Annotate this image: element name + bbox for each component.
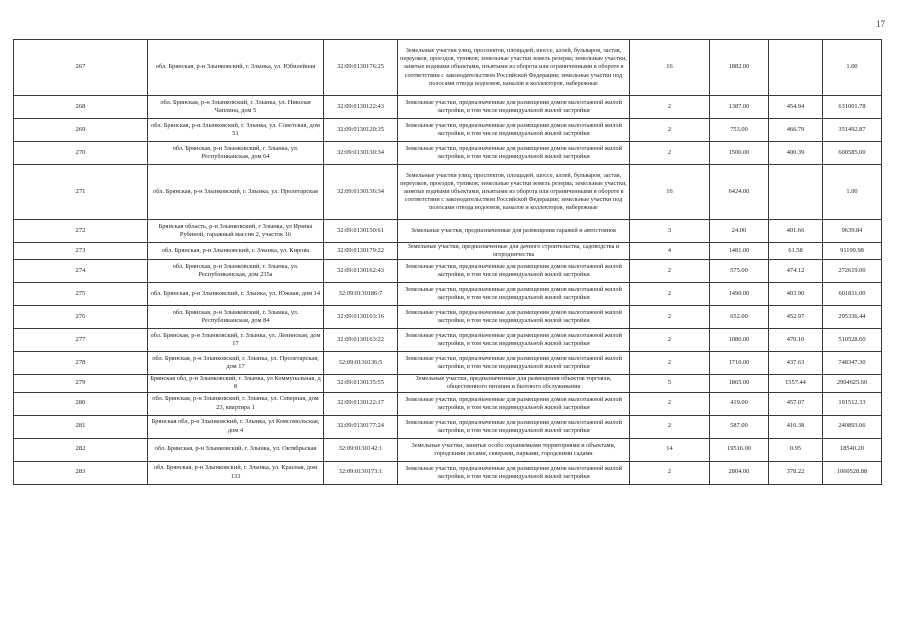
cadastral-number: 32:09:0130120:35 (324, 119, 398, 142)
table-row (14, 438, 882, 461)
page-number: 17 (876, 19, 885, 29)
specific-value (769, 165, 823, 220)
specific-value: 470.10 (769, 329, 823, 352)
land-use-purpose: Земельные участки улиц, проспектов, площадей, шоссе, аллей, бульваров, застав, переулков, проездов, тупиков; земельные участки земель резерва; земельные участки, занятые водными объектами, изъятыми из оборота или ограниченными в обороте в соответствии с законодательством Российской Федерации; земельные участки под полосами отвода водоемов, каналов и коллекторов, набережные (398, 165, 630, 220)
land-use-group-code: 3 (630, 220, 710, 243)
specific-value (769, 40, 823, 96)
row-number: 278 (14, 352, 148, 375)
area-value: 1086.00 (710, 329, 769, 352)
cadastral-number: 32:09:0130136:34 (324, 165, 398, 220)
address-cell: обл. Брянская, р-н Злынковский, г. Злынка, ул. Николая Чаплина, дом 5 (148, 96, 324, 119)
area-value: 19516.00 (710, 438, 769, 461)
row-number: 267 (14, 40, 148, 96)
cadastral-value: 91199.98 (823, 243, 882, 260)
row-number: 268 (14, 96, 148, 119)
specific-value: 457.07 (769, 392, 823, 415)
land-use-purpose: Земельные участки, предназначенные для дачного строительства, садоводства и огородничества (398, 243, 630, 260)
row-number: 279 (14, 375, 148, 392)
land-use-group-code: 2 (630, 260, 710, 283)
row-number: 272 (14, 220, 148, 243)
specific-value: 466.79 (769, 119, 823, 142)
table-row (14, 142, 882, 165)
land-use-group-code: 16 (630, 165, 710, 220)
address-cell: обл. Брянская, р-н Злынковский, г. Злынка, ул. Республиканская, дом 235а (148, 260, 324, 283)
cadastral-value: 631001.78 (823, 96, 882, 119)
cadastral-number: 32:09:0130179:22 (324, 243, 398, 260)
address-cell: обл. Брянская, р-н Злынковский, г. Злынка, ул. Республиканская, дом 84 (148, 306, 324, 329)
address-cell: обл. Брянская, р-н Злынковский, г. Злынка, ул. Республиканская, дом 64 (148, 142, 324, 165)
land-use-purpose: Земельные участки, предназначенные для размещения гаражей и автостоянок (398, 220, 630, 243)
cadastral-value: 9639.84 (823, 220, 882, 243)
land-use-purpose: Земельные участки, предназначенные для размещения домов малоэтажной жилой застройки, в том числе индивидуальной жилой застройки (398, 119, 630, 142)
cadastral-number: 32:09:0130136:5 (324, 352, 398, 375)
table-row (14, 306, 882, 329)
land-use-purpose: Земельные участки, предназначенные для размещения домов малоэтажной жилой застройки, в том числе индивидуальной жилой застройки (398, 283, 630, 306)
specific-value: 410.38 (769, 415, 823, 438)
address-cell: Брянская область, р-н Злынковский, г Злынка, ул Ирины Рубиной, гаражный массив 2, участок 16 (148, 220, 324, 243)
land-use-purpose: Земельные участки, занятые особо охраняемыми территориями и объектами, городскими лесами, скверами, парками, городскими садами (398, 438, 630, 461)
row-number: 270 (14, 142, 148, 165)
specific-value: 0.95 (769, 438, 823, 461)
land-use-group-code: 2 (630, 461, 710, 484)
cadastral-value: 600585.00 (823, 142, 882, 165)
area-value: 1387.00 (710, 96, 769, 119)
land-use-purpose: Земельные участки, предназначенные для размещения домов малоэтажной жилой застройки, в том числе индивидуальной жилой застройки (398, 461, 630, 484)
land-use-group-code: 2 (630, 329, 710, 352)
address-cell: обл. Брянская, р-н Злынковский, г. Злынка, ул. Пролетарская (148, 165, 324, 220)
area-value: 24.00 (710, 220, 769, 243)
specific-value: 403.90 (769, 283, 823, 306)
address-cell: обл. Брянская, р-н Злынковский, г. Злынка, ул. Юбилейная (148, 40, 324, 96)
address-cell: Брянская обл, р-н Злынковский, г. Злынка, ул Коммунальная, д 8 (148, 375, 324, 392)
cadastral-number: 32:09:0130122:17 (324, 392, 398, 415)
cadastral-value: 18540.20 (823, 438, 882, 461)
land-use-purpose: Земельные участки, предназначенные для размещения домов малоэтажной жилой застройки, в том числе индивидуальной жилой застройки (398, 329, 630, 352)
cadastral-value: 748347.30 (823, 352, 882, 375)
land-use-purpose: Земельные участки, предназначенные для размещения домов малоэтажной жилой застройки, в том числе индивидуальной жилой застройки (398, 392, 630, 415)
land-use-purpose: Земельные участки, предназначенные для размещения домов малоэтажной жилой застройки, в том числе индивидуальной жилой застройки (398, 352, 630, 375)
table-row (14, 220, 882, 243)
table-row (14, 119, 882, 142)
specific-value: 378.22 (769, 461, 823, 484)
land-use-purpose: Земельные участки, предназначенные для размещения домов малоэтажной жилой застройки, в том числе индивидуальной жилой застройки (398, 142, 630, 165)
row-number: 283 (14, 461, 148, 484)
cadastral-value: 1060528.88 (823, 461, 882, 484)
table-row (14, 352, 882, 375)
table-row (14, 96, 882, 119)
cadastral-value: 2904625.60 (823, 375, 882, 392)
row-number: 273 (14, 243, 148, 260)
land-use-group-code: 2 (630, 142, 710, 165)
cadastral-number: 32:09:0130173:1 (324, 461, 398, 484)
address-cell: обл. Брянская, р-н Злынковский, г. Злынка, ул. Советская, дом 51 (148, 119, 324, 142)
land-use-group-code: 2 (630, 96, 710, 119)
cadastral-value: 601811.00 (823, 283, 882, 306)
land-use-group-code: 2 (630, 119, 710, 142)
cadastral-value: 1.00 (823, 40, 882, 96)
row-number: 275 (14, 283, 148, 306)
cadastral-value: 272619.00 (823, 260, 882, 283)
cadastral-value: 1.00 (823, 165, 882, 220)
area-value: 575.00 (710, 260, 769, 283)
cadastral-number: 32:09:0130130:34 (324, 142, 398, 165)
cadastral-number: 32:09:0130162:43 (324, 260, 398, 283)
address-cell: обл. Брянская, р-н Злынковский, г. Злынка, ул. Красная, дом 133 (148, 461, 324, 484)
address-cell: обл. Брянская, р-н Злынковский, г. Злынка, ул. Кирова (148, 243, 324, 260)
cadastral-value: 191512.33 (823, 392, 882, 415)
row-number: 282 (14, 438, 148, 461)
table-row (14, 283, 882, 306)
table-row (14, 415, 882, 438)
cadastral-number: 32:09:0130122:43 (324, 96, 398, 119)
table-row (14, 375, 882, 392)
address-cell: обл. Брянская, р-н Злынковский, г. Злынка, ул. Октябрьская (148, 438, 324, 461)
address-cell: обл. Брянская, р-н Злынковский, г. Злынка, ул. Пролетарская, дом 17 (148, 352, 324, 375)
address-cell: обл. Брянская, р-н Злынковский, г. Злынка, ул. Северная, дом 23, квартира 1 (148, 392, 324, 415)
row-number: 269 (14, 119, 148, 142)
cadastral-number: 32:09:0130135:55 (324, 375, 398, 392)
table-row (14, 243, 882, 260)
table-row (14, 329, 882, 352)
land-use-purpose: Земельные участки, предназначенные для размещения домов малоэтажной жилой застройки, в том числе индивидуальной жилой застройки (398, 415, 630, 438)
land-use-purpose: Земельные участки, предназначенные для размещения домов малоэтажной жилой застройки, в том числе индивидуальной жилой застройки (398, 96, 630, 119)
table-row (14, 392, 882, 415)
specific-value: 61.58 (769, 243, 823, 260)
land-use-group-code: 16 (630, 40, 710, 96)
area-value: 419.00 (710, 392, 769, 415)
land-use-group-code: 2 (630, 352, 710, 375)
row-number: 274 (14, 260, 148, 283)
table-row (14, 461, 882, 484)
cadastral-number: 32:09:0130186:7 (324, 283, 398, 306)
specific-value: 454.94 (769, 96, 823, 119)
land-use-group-code: 2 (630, 283, 710, 306)
cadastral-number: 32:09:0130176:25 (324, 40, 398, 96)
land-use-group-code: 2 (630, 415, 710, 438)
area-value: 2804.00 (710, 461, 769, 484)
cadastral-value: 351492.87 (823, 119, 882, 142)
cadastral-number: 32:09:0130163:22 (324, 329, 398, 352)
row-number: 281 (14, 415, 148, 438)
row-number: 276 (14, 306, 148, 329)
area-value: 1710.00 (710, 352, 769, 375)
area-value: 6424.00 (710, 165, 769, 220)
cadastral-number: 32:09:0130150:61 (324, 220, 398, 243)
area-value: 1500.00 (710, 142, 769, 165)
address-cell: Брянская обл, р-н Злынковский, г. Злынка, ул Комсомольская, дом 4 (148, 415, 324, 438)
table-row (14, 40, 882, 96)
land-use-purpose: Земельные участки, предназначенные для размещения домов малоэтажной жилой застройки, в том числе индивидуальной жилой застройки (398, 306, 630, 329)
specific-value: 401.66 (769, 220, 823, 243)
land-use-group-code: 4 (630, 243, 710, 260)
specific-value: 437.63 (769, 352, 823, 375)
cadastral-number: 32:09:0130177:24 (324, 415, 398, 438)
specific-value: 452.97 (769, 306, 823, 329)
area-value: 1865.00 (710, 375, 769, 392)
table-row (14, 260, 882, 283)
land-plots-table (13, 39, 882, 485)
land-use-purpose: Земельные участки, предназначенные для размещения домов малоэтажной жилой застройки, в том числе индивидуальной жилой застройки (398, 260, 630, 283)
area-value: 753.00 (710, 119, 769, 142)
area-value: 587.00 (710, 415, 769, 438)
specific-value: 474.12 (769, 260, 823, 283)
area-value: 1481.00 (710, 243, 769, 260)
cadastral-value: 510528.60 (823, 329, 882, 352)
cadastral-number: 32:09:0130142:1 (324, 438, 398, 461)
land-use-group-code: 14 (630, 438, 710, 461)
specific-value: 400.39 (769, 142, 823, 165)
area-value: 1490.00 (710, 283, 769, 306)
specific-value: 1557.44 (769, 375, 823, 392)
land-use-group-code: 5 (630, 375, 710, 392)
address-cell: обл. Брянская, р-н Злынковский, г. Злынка, ул. Ленинская, дом 17 (148, 329, 324, 352)
row-number: 271 (14, 165, 148, 220)
table-row (14, 165, 882, 220)
land-use-group-code: 2 (630, 392, 710, 415)
area-value: 652.00 (710, 306, 769, 329)
row-number: 280 (14, 392, 148, 415)
row-number: 277 (14, 329, 148, 352)
address-cell: обл. Брянская, р-н Злынковский, г. Злынка, ул. Южная, дом 14 (148, 283, 324, 306)
land-use-purpose: Земельные участки, предназначенные для размещения объектов торговли, общественного питания и бытового обслуживания (398, 375, 630, 392)
land-use-group-code: 2 (630, 306, 710, 329)
cadastral-value: 295336.44 (823, 306, 882, 329)
area-value: 1882.00 (710, 40, 769, 96)
land-use-purpose: Земельные участки улиц, проспектов, площадей, шоссе, аллей, бульваров, застав, переулков, проездов, тупиков; земельные участки земель резерва; земельные участки, занятые водными объектами, изъятыми из оборота или ограниченными в обороте в соответствии с законодательством Российской Федерации; земельные участки под полосами отвода водоемов, каналов и коллекторов, набережные (398, 40, 630, 96)
cadastral-value: 240893.06 (823, 415, 882, 438)
cadastral-number: 32:09:0130103:16 (324, 306, 398, 329)
